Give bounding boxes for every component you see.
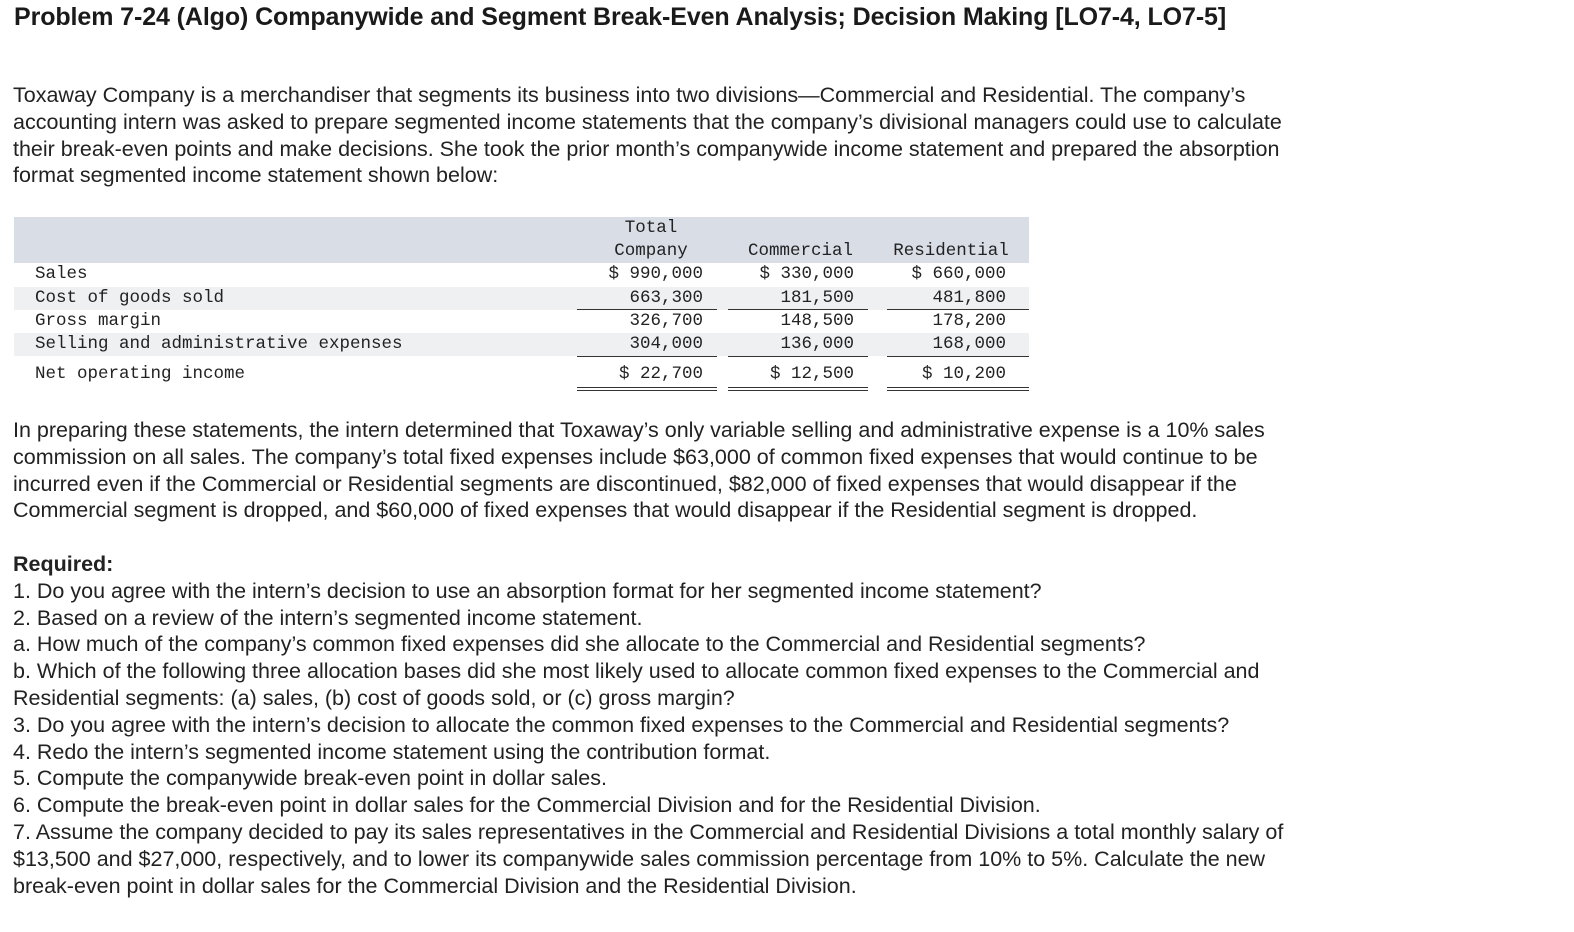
cell-commercial: $ 330,000 xyxy=(759,264,854,284)
required-item: break-even point in dollar sales for the Commercial Division and the Residential Division. xyxy=(13,873,857,898)
cell-commercial: 148,500 xyxy=(780,311,854,331)
required-item: 2. Based on a review of the intern’s segmented income statement. xyxy=(13,605,643,630)
cell-total: 304,000 xyxy=(629,334,703,354)
required-item: $13,500 and $27,000, respectively, and to lower its companywide sales commission percentage from 10% to 5%. Calculate the new xyxy=(13,846,1266,871)
row-label: Net operating income xyxy=(35,364,246,384)
cell-total: $ 990,000 xyxy=(608,264,703,284)
double-underline-rule xyxy=(887,390,1029,391)
assumptions-line: Commercial segment is dropped, and $60,000 of fixed expenses that would disappear if the Residential segment is dropped. xyxy=(13,498,1198,523)
row-cost-of-goods-sold xyxy=(14,287,1029,310)
double-underline-rule xyxy=(887,387,1029,388)
assumptions-paragraph xyxy=(13,417,1433,524)
header-residential: Residential xyxy=(893,241,1009,261)
required-section xyxy=(13,551,1433,899)
row-gross-margin xyxy=(14,310,1029,333)
problem-title: Problem 7-24 (Algo) Companywide and Segment Break-Even Analysis; Decision Making [LO7-4, LO7-5] xyxy=(14,3,1227,31)
underline-rule xyxy=(887,309,1029,310)
required-item: 6. Compute the break-even point in dollar sales for the Commercial Division and for the Residential Division. xyxy=(13,793,1041,818)
row-net-operating-income xyxy=(14,363,1029,386)
underline-rule xyxy=(577,309,717,310)
assumptions-line: incurred even if the Commercial or Residential segments are discontinued, $82,000 of fixed expenses that would disappear if the xyxy=(13,471,1237,496)
required-item: 5. Compute the companywide break-even point in dollar sales. xyxy=(13,766,607,791)
intro-line: format segmented income statement shown below: xyxy=(13,163,499,188)
cell-residential: 178,200 xyxy=(932,311,1006,331)
assumptions-line: In preparing these statements, the intern determined that Toxaway’s only variable selling and administrative expense is a 10% sales xyxy=(13,418,1265,442)
cell-residential: $ 10,200 xyxy=(921,364,1006,384)
cell-total: 663,300 xyxy=(629,288,703,308)
row-label: Sales xyxy=(35,264,88,284)
required-item: 7. Assume the company decided to pay its sales representatives in the Commercial and Residential Divisions a total monthly salary of xyxy=(13,819,1284,844)
cell-total: 326,700 xyxy=(629,311,703,331)
required-item: Residential segments: (a) sales, (b) cost of goods sold, or (c) gross margin? xyxy=(13,685,735,710)
statement-header xyxy=(14,217,1029,263)
required-heading: Required: xyxy=(13,552,114,576)
header-total-line2: Company xyxy=(614,241,688,261)
double-underline-rule xyxy=(728,390,868,391)
intro-paragraph xyxy=(13,82,1433,189)
cell-residential: 168,000 xyxy=(932,334,1006,354)
intro-line: accounting intern was asked to prepare segmented income statements that the company’s divisional managers could use to calculate xyxy=(13,109,1282,134)
cell-commercial: 181,500 xyxy=(780,288,854,308)
underline-rule xyxy=(577,356,717,357)
row-sales xyxy=(14,263,1029,286)
double-underline-rule xyxy=(577,390,717,391)
intro-line: their break-even points and make decisions. She took the prior month’s companywide income statement and prepared the absorption xyxy=(13,136,1280,161)
assumptions-line: commission on all sales. The company’s total fixed expenses include $63,000 of common fixed expenses that would continue to be xyxy=(13,444,1258,469)
cell-residential: 481,800 xyxy=(932,288,1006,308)
cell-residential: $ 660,000 xyxy=(911,264,1006,284)
intro-line: Toxaway Company is a merchandiser that segments its business into two divisions—Commercial and Residential. The company’s xyxy=(13,83,1246,107)
row-label: Gross margin xyxy=(35,311,162,331)
row-selling-admin-expenses xyxy=(14,333,1029,356)
header-commercial: Commercial xyxy=(747,241,854,261)
header-total-line1: Total xyxy=(624,218,678,238)
row-label: Cost of goods sold xyxy=(35,288,225,308)
required-item: b. Which of the following three allocation bases did she most likely used to allocate common fixed expenses to the Commercial and xyxy=(13,659,1260,684)
required-item: 3. Do you agree with the intern’s decision to allocate the common fixed expenses to the Commercial and Residential segments? xyxy=(13,712,1230,737)
required-item: 4. Redo the intern’s segmented income statement using the contribution format. xyxy=(13,739,771,764)
double-underline-rule xyxy=(577,387,717,388)
cell-commercial: 136,000 xyxy=(780,334,854,354)
required-item: 1. Do you agree with the intern’s decision to use an absorption format for her segmented income statement? xyxy=(13,578,1042,603)
header-total-company xyxy=(577,217,725,263)
required-item: a. How much of the company’s common fixed expenses did she allocate to the Commercial and Residential segments? xyxy=(13,632,1146,657)
underline-rule xyxy=(728,356,868,357)
row-label: Selling and administrative expenses xyxy=(35,334,403,354)
double-underline-rule xyxy=(728,387,868,388)
underline-rule xyxy=(887,356,1029,357)
underline-rule xyxy=(728,309,868,310)
cell-commercial: $ 12,500 xyxy=(769,364,854,384)
cell-total: $ 22,700 xyxy=(618,364,703,384)
